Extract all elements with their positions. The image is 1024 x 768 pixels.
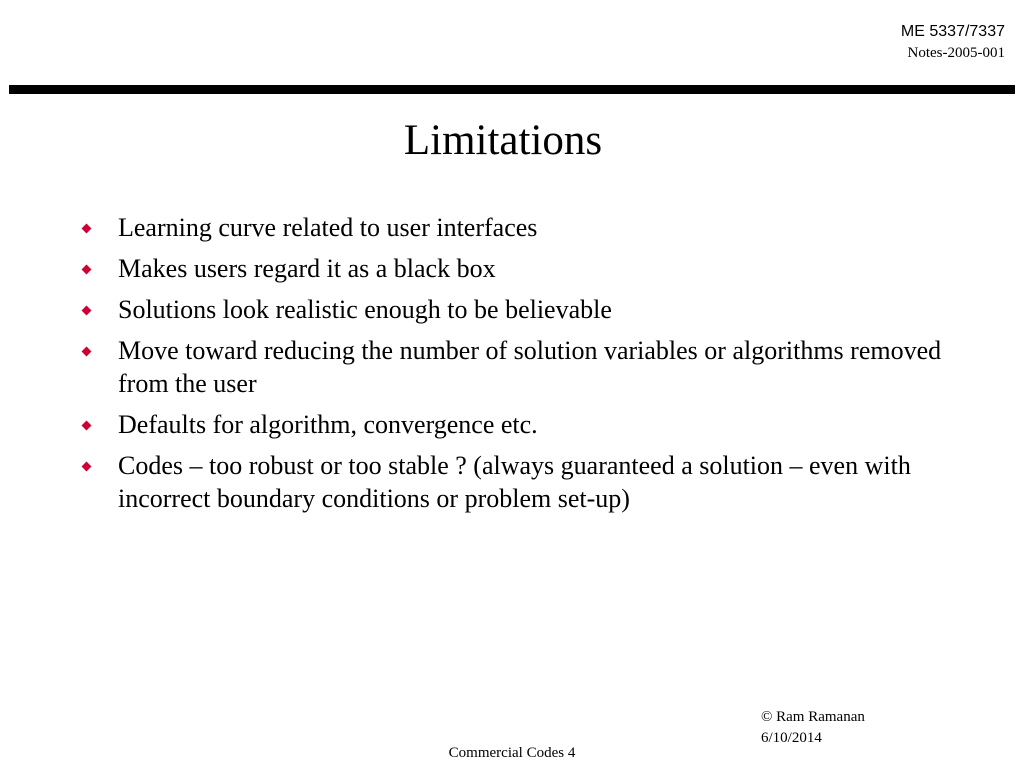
bullet-item [78,449,958,515]
bullet-item [78,334,958,400]
date: 6/10/2014 [761,730,822,746]
copyright: © Ram Ramanan [761,709,865,725]
slide-title: Limitations [403,117,603,164]
bullet-text: Codes – too robust or too stable ? (always guaranteed a solution – even with incorrect boundary conditions or problem set-up) [118,451,911,513]
bullet-text: Learning curve related to user interfaces [118,213,538,242]
diamond-bullet-icon [82,347,92,357]
bullet-item [78,293,958,326]
footer-label: Commercial Codes 4 [448,745,576,761]
bullet-item [78,252,958,285]
bullet-text: Defaults for algorithm, convergence etc. [118,410,538,439]
diamond-bullet-icon [82,421,92,431]
diamond-bullet-icon [82,224,92,234]
bullet-item [78,211,958,244]
bullet-list [78,211,958,523]
bullet-text: Move toward reducing the number of solution variables or algorithms removed from the user [118,336,942,398]
bullet-text: Makes users regard it as a black box [118,254,496,283]
header-divider [9,85,1015,94]
diamond-bullet-icon [82,265,92,275]
bullet-item [78,408,958,441]
course-code: ME 5337/7337 [900,23,1005,40]
bullet-text: Solutions look realistic enough to be believable [118,295,612,324]
diamond-bullet-icon [82,462,92,472]
notes-id: Notes-2005-001 [907,45,1005,61]
diamond-bullet-icon [82,306,92,316]
